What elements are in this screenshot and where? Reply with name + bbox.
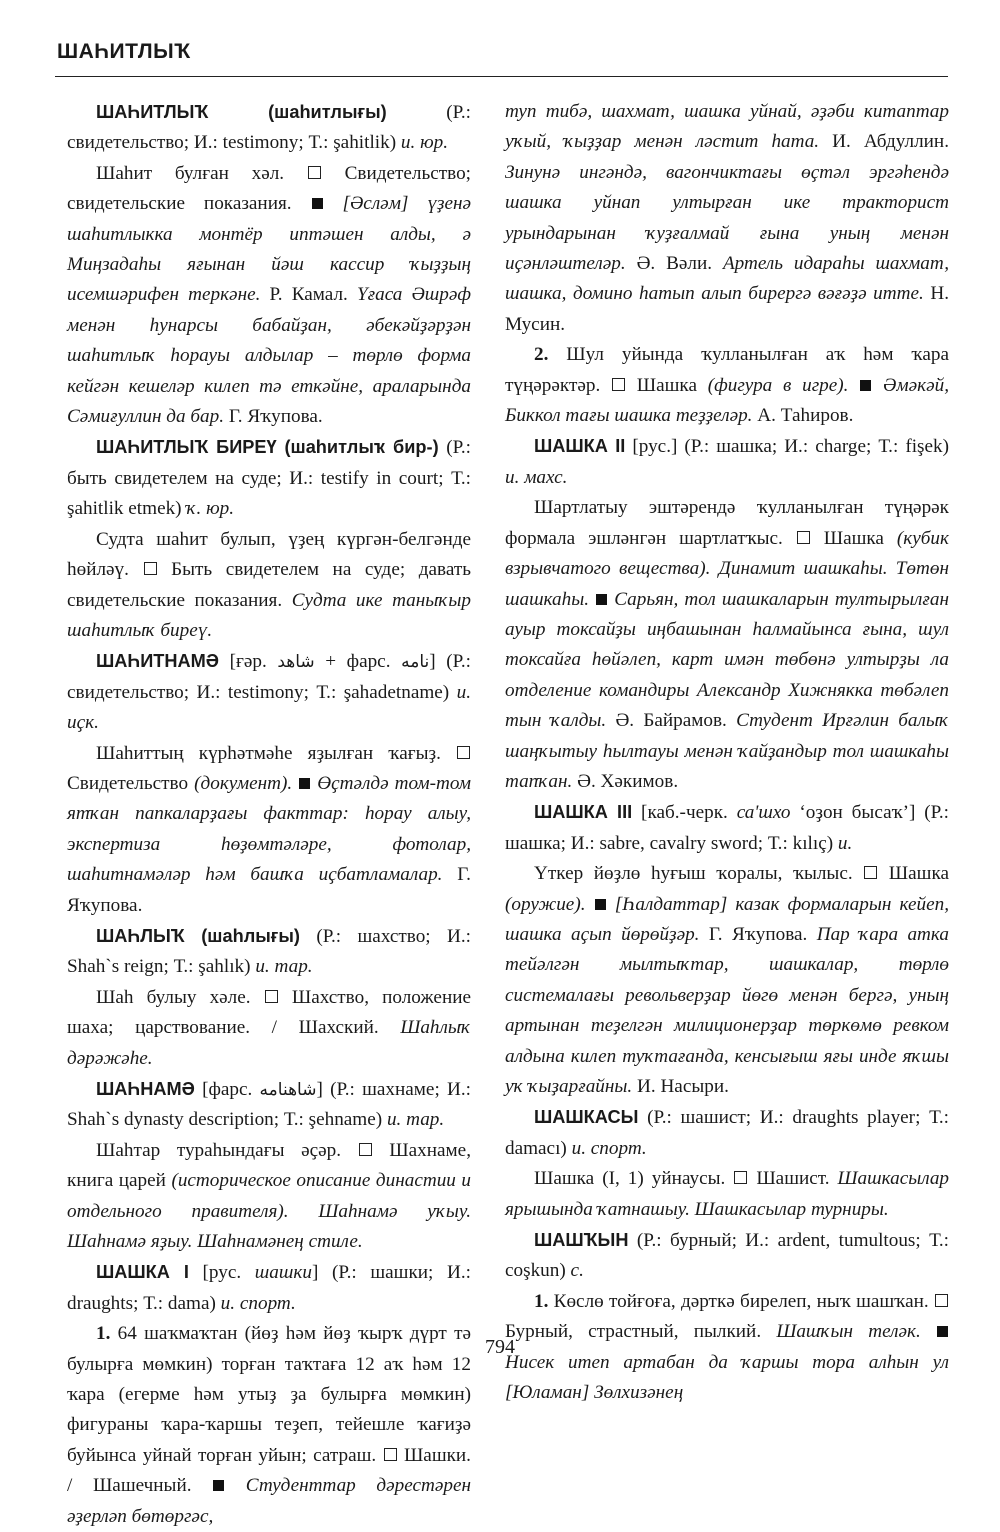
entry-paragraph (67, 646, 471, 738)
entry-text: ] (Р.: свидетельство; И.: testimony; Т.: şahadetname) (67, 651, 471, 703)
entry-text: [ғәр. (219, 651, 278, 673)
example-text: и. спорт. (220, 1292, 296, 1314)
example-text: и. тар. (255, 956, 313, 978)
headword: ШАШҠЫН (534, 1230, 629, 1251)
entry-text: Шашка (I, 1) уйнаусы. (534, 1168, 734, 1190)
entry-paragraph (67, 159, 471, 433)
example-text: Пар ҡара атка тейәлгән мылтыҡтар, шашкалар, төрлө системалағы револьверҙар йөгө менән бергә, уның артынан теҙелгән милиционерҙар төркөмө ревком алдына килеп туҡтағанда, кенсығыш яғы инде яҡшы уҡ ҡыҙарғайны. (505, 923, 949, 1097)
example-text: туп тибә, шахмат, шашка уйнай, әҙәби китаптар уҡый, ҡыҙҙар менән ләстит һата. (505, 101, 949, 153)
entry-text: Шашка (626, 374, 708, 396)
entry-paragraph (67, 1257, 471, 1319)
entry-paragraph (505, 1164, 949, 1225)
entry-paragraph (67, 983, 471, 1074)
sense-number: 1. (534, 1290, 549, 1312)
entry-text: Шаһиттың күрһәтмәһе яҙылған ҡағыҙ. (96, 742, 456, 764)
entry-text: + фарс. (314, 651, 402, 673)
entry-text: [фарс. (194, 1079, 260, 1100)
example-text: Студенттар дәрестәрен әҙерләп бөтөргәс, (67, 1475, 471, 1527)
headword: ШАҺНАМӘ (96, 1079, 195, 1099)
example-text: Судта ике таныҡыр шаһитлыҡ биреү. (67, 589, 471, 641)
sense-number: 1. (96, 1323, 111, 1345)
russian-equivalent-marker-icon (864, 866, 877, 879)
entry-text: Шаһ булыу хәле. (96, 986, 264, 1008)
example-text: Нисек итеп артабан да ҡаршы тора алһын ул [Юламан] Зөлхизәнең (505, 1351, 949, 1404)
entry-text: 64 шаҡмаҡтан (йөҙ һәм йөҙ ҡырҡ дүрт тә булырға мөмкин) торған таҡтаға 12 аҡ һәм 12 ҡара (егерме һәм утыҙ ҙа булырға мөмкин) фигураны ҡара-ҡаршы теҙеп, тейешле ҡағиҙә буйынса уйнай торған уйын; сатраш. (67, 1323, 471, 1466)
entry-paragraph (67, 525, 471, 647)
russian-equivalent-marker-icon (797, 531, 810, 544)
headword: ШАШКАСЫ (534, 1107, 639, 1128)
example-text: и. спорт. (571, 1137, 647, 1159)
entry-paragraph (505, 431, 949, 493)
example-text: (документ). (194, 772, 293, 794)
entry-text: Көслө тойғоға, дәрткә бирелеп, ныҡ шашҡан. (548, 1290, 934, 1312)
example-text: [Әсләм] үҙенә шаһитлыкка монтёр иптәшен алды, ә Миңзадаһы яғынан йәш кассир ҡыҙҙың исемшәрифен теркәне. (67, 193, 471, 306)
russian-equivalent-marker-icon (935, 1294, 948, 1307)
example-marker-icon (213, 1480, 224, 1491)
example-text: [Һалдаттар] казак формаларын кейеп, шашка аҫып йөрөйҙәр. (505, 893, 950, 945)
entry-text: (Р.: бурный; И.: ardent, tumultous; Т.: coşkun) (505, 1230, 949, 1282)
entry-text: (Р.: шахство; И.: Shah`s reign; Т.: şahlık) (67, 925, 471, 978)
entry-text: Р. Камал. (260, 284, 357, 306)
russian-equivalent-marker-icon (359, 1143, 372, 1156)
entry-text (586, 894, 594, 915)
headword: ШАШКА I (96, 1262, 189, 1283)
entry-text: Шул уйында ҡулланылған аҡ һәм ҡара түңәрәктәр. (505, 344, 949, 396)
russian-equivalent-marker-icon (308, 166, 321, 179)
example-text: Шашкасылар ярышында ҡатнашыу. Шашкасылар турниры. (505, 1168, 950, 1220)
etymology-script: شاهنامه (259, 1080, 317, 1100)
entry-text: И. Насыри. (632, 1076, 729, 1097)
entry-text: Шахство, положение шаха; царствование. / Шахский. (67, 986, 471, 1039)
entry-text: Быть свидетелем на суде; давать свидетельские показания. (67, 559, 471, 611)
entry-text: Шашка (810, 527, 897, 549)
entry-paragraph (505, 1225, 949, 1287)
entry-text: Н. Мусин. (505, 283, 950, 335)
entry-text: (Р.: свидетельство; И.: testimony; Т.: şahitlik) (67, 102, 471, 154)
entry-paragraph (67, 1074, 471, 1136)
headword: ШАҺИТНАМӘ (96, 651, 219, 672)
headword: ШАҺИТЛЫҠ (шаһитлығы) (96, 102, 387, 122)
entry-text: А. Таһиров. (752, 405, 854, 427)
headword: ШАШКА III (534, 802, 633, 823)
example-text: Өҫтәлдә том-том ятҡан папкаларҙағы факттар: һорау алыу, экспертиза һөҙөмтәләре, фотолар, шаһитнамәләр һәм башҡа иҫбатламалар. (67, 772, 471, 886)
russian-equivalent-marker-icon (384, 1448, 397, 1461)
example-text: Үғаса Әшрәф менән һунарсы бабайҙан, әбекәйҙәрҙән шаһитлыҡ һорауы алдылар – төрлө форма кейгән кешеләр килеп тә еткәйне, араларында Сәмиғуллин да бар. (67, 284, 472, 428)
example-text: са'шхо (736, 802, 791, 824)
entry-text: [рус.] (Р.: шашка; И.: charge; Т.: fişek) (625, 436, 950, 458)
example-text: (оружие). (505, 893, 586, 915)
entry-text: Шаһит булған хәл. (96, 162, 307, 184)
entry-text: Ә. Байрамов. (606, 710, 737, 732)
entry-text (848, 375, 859, 396)
example-text: Сарьян, тол шашкаларын тултырылған ауыр токсайҙы иңбашынан һалмайынса ғына, шул токсайға һөйәлеп, карт имән төбөнә ултырҙы ла отделение командиры Александр Хижнякка төбәлеп тын ҡалды. (505, 588, 950, 732)
entry-text: (Р.: быть свидетелем на суде; И.: testify in court; Т.: şahitlik etmek) (67, 437, 471, 520)
example-text: (кубик взрывчатого вещества). Динамит шашкаһы. Төтөн шашкаһы. (505, 527, 949, 610)
example-marker-icon (312, 198, 323, 209)
entry-text: Шашка (878, 863, 949, 885)
entry-paragraph (67, 97, 471, 159)
example-text: с. (570, 1260, 584, 1282)
entry-text: Ә. Вәли. (625, 253, 723, 275)
entry-paragraph (67, 432, 471, 524)
entry-text: Шашист. (748, 1168, 838, 1190)
example-text: (историческое описание династии и отдельного правителя). Шаһнамә уҡыу. Шаһнамә яҙыу. Шаһнамәнең стиле. (67, 1170, 471, 1253)
entry-text: Үткер йөҙлө һуғыш ҡоралы, ҡылыс. (534, 863, 864, 885)
example-text: шашки (254, 1262, 312, 1284)
example-marker-icon (299, 778, 310, 789)
entry-paragraph (505, 797, 949, 859)
entry-text: ] (Р.: шахнаме; И.: Shah`s dynasty description; Т.: şehname) (67, 1079, 471, 1131)
russian-equivalent-marker-icon (457, 746, 470, 759)
etymology-script: شاهد (277, 652, 315, 673)
entry-text: Свидетельство; свидетельские показания. (67, 162, 471, 215)
example-text: Студент Ирғәлин балыҡ шаңҡытыу һылтауы менән ҡайҙандыр тол шашкаһы тапҡан. (505, 710, 949, 792)
entry-text: Ә. Хәкимов. (572, 770, 679, 792)
entry-paragraph (67, 1136, 471, 1258)
entry-text: Свидетельство (67, 772, 195, 794)
example-text: Шашҡын теләк. (776, 1321, 921, 1343)
russian-equivalent-marker-icon (144, 562, 157, 575)
entry-paragraph (67, 921, 471, 983)
page-number: 794 (485, 1336, 515, 1358)
example-marker-icon (860, 380, 871, 391)
entry-paragraph (67, 739, 471, 921)
entry-text (589, 589, 595, 610)
entry-text: Судта шаһит булып, үҙең күргән-белгәнде һөйләү. (67, 528, 471, 581)
example-text: и. махс. (505, 466, 568, 488)
example-text: Артель идараһы шахмат, шашка, домино һатып алып бирергә вәғәҙә итте. (505, 253, 950, 305)
entry-text: ] (Р.: шашки; И.: draughts; Т.: dama) (67, 1262, 472, 1314)
russian-equivalent-marker-icon (734, 1171, 747, 1184)
entry-text: Шартлатыу эштәрендә ҡулланылған түңәрәк формала эшләнгән шартлатҡыс. (505, 497, 949, 549)
russian-equivalent-marker-icon (265, 990, 278, 1003)
entry-text: ‘оҙон бысаҡ’] (Р.: шашка; И.: sabre, cavalry sword; Т.: kılıç) (505, 802, 950, 854)
header-rule (55, 76, 948, 77)
example-text: Әмәкәй, Биккол тағы шашка теҙҙеләр. (505, 374, 949, 427)
entry-text: (Р.: шашист; И.: draughts player; Т.: damacı) (505, 1107, 949, 1159)
headword: ШАШКА II (534, 436, 626, 457)
etymology-script: نامه (401, 652, 430, 673)
entry-text: [каб.-черк. (632, 802, 737, 824)
entry-text: [рус. (188, 1262, 255, 1284)
entry-paragraph (505, 340, 949, 431)
sense-number: 2. (534, 344, 549, 366)
example-text: Шаһлыҡ дәрәжәһе. (67, 1017, 471, 1069)
running-head: ШАҺИТЛЫҠ (57, 40, 191, 63)
right-column (505, 97, 949, 1408)
entry-text (292, 773, 298, 794)
entry-text: Шаһтар тураһындағы әҫәр. (96, 1139, 358, 1161)
example-text: и. тар. (386, 1109, 445, 1131)
entry-text: Г. Яҡупова. (67, 864, 471, 916)
example-text: ҡ. юр. (186, 498, 235, 520)
entry-text: Шахнаме, книга царей (67, 1139, 471, 1192)
entry-paragraph (505, 97, 949, 340)
russian-equivalent-marker-icon (612, 378, 625, 391)
entry-paragraph (505, 1102, 949, 1164)
example-text: Зинунә ингәндә, вагончиктағы өҫтәл эргәһендә шашка уйнап ултырған ике тракторист урындарынан ҡуҙғалмай ғына уның менән иҫәнләштеләр. (505, 161, 949, 275)
entry-text: И. Абдуллин. (819, 131, 949, 153)
left-column (67, 97, 471, 1532)
example-text: и. юр. (400, 132, 449, 154)
example-marker-icon (596, 594, 607, 605)
example-text: и. (837, 832, 853, 854)
entry-text: Бурный, страстный, пылкий. (505, 1321, 777, 1343)
entry-paragraph (505, 493, 949, 797)
headword: ШАҺЛЫҠ (шаһлығы) (96, 925, 300, 946)
headword: ШАҺИТЛЫҠ БИРЕҮ (шаһитлыҡ бир-) (96, 437, 439, 458)
entry-text: Г. Яҡупова. (699, 923, 817, 945)
example-text: и. иҫк. (67, 681, 471, 734)
entry-paragraph (505, 859, 949, 1102)
example-text: (фигура в игре). (707, 374, 849, 396)
entry-text: Г. Яҡупова. (224, 406, 323, 428)
entry-text: Шашки. / Шашечный. (67, 1444, 471, 1497)
example-marker-icon (595, 899, 606, 910)
